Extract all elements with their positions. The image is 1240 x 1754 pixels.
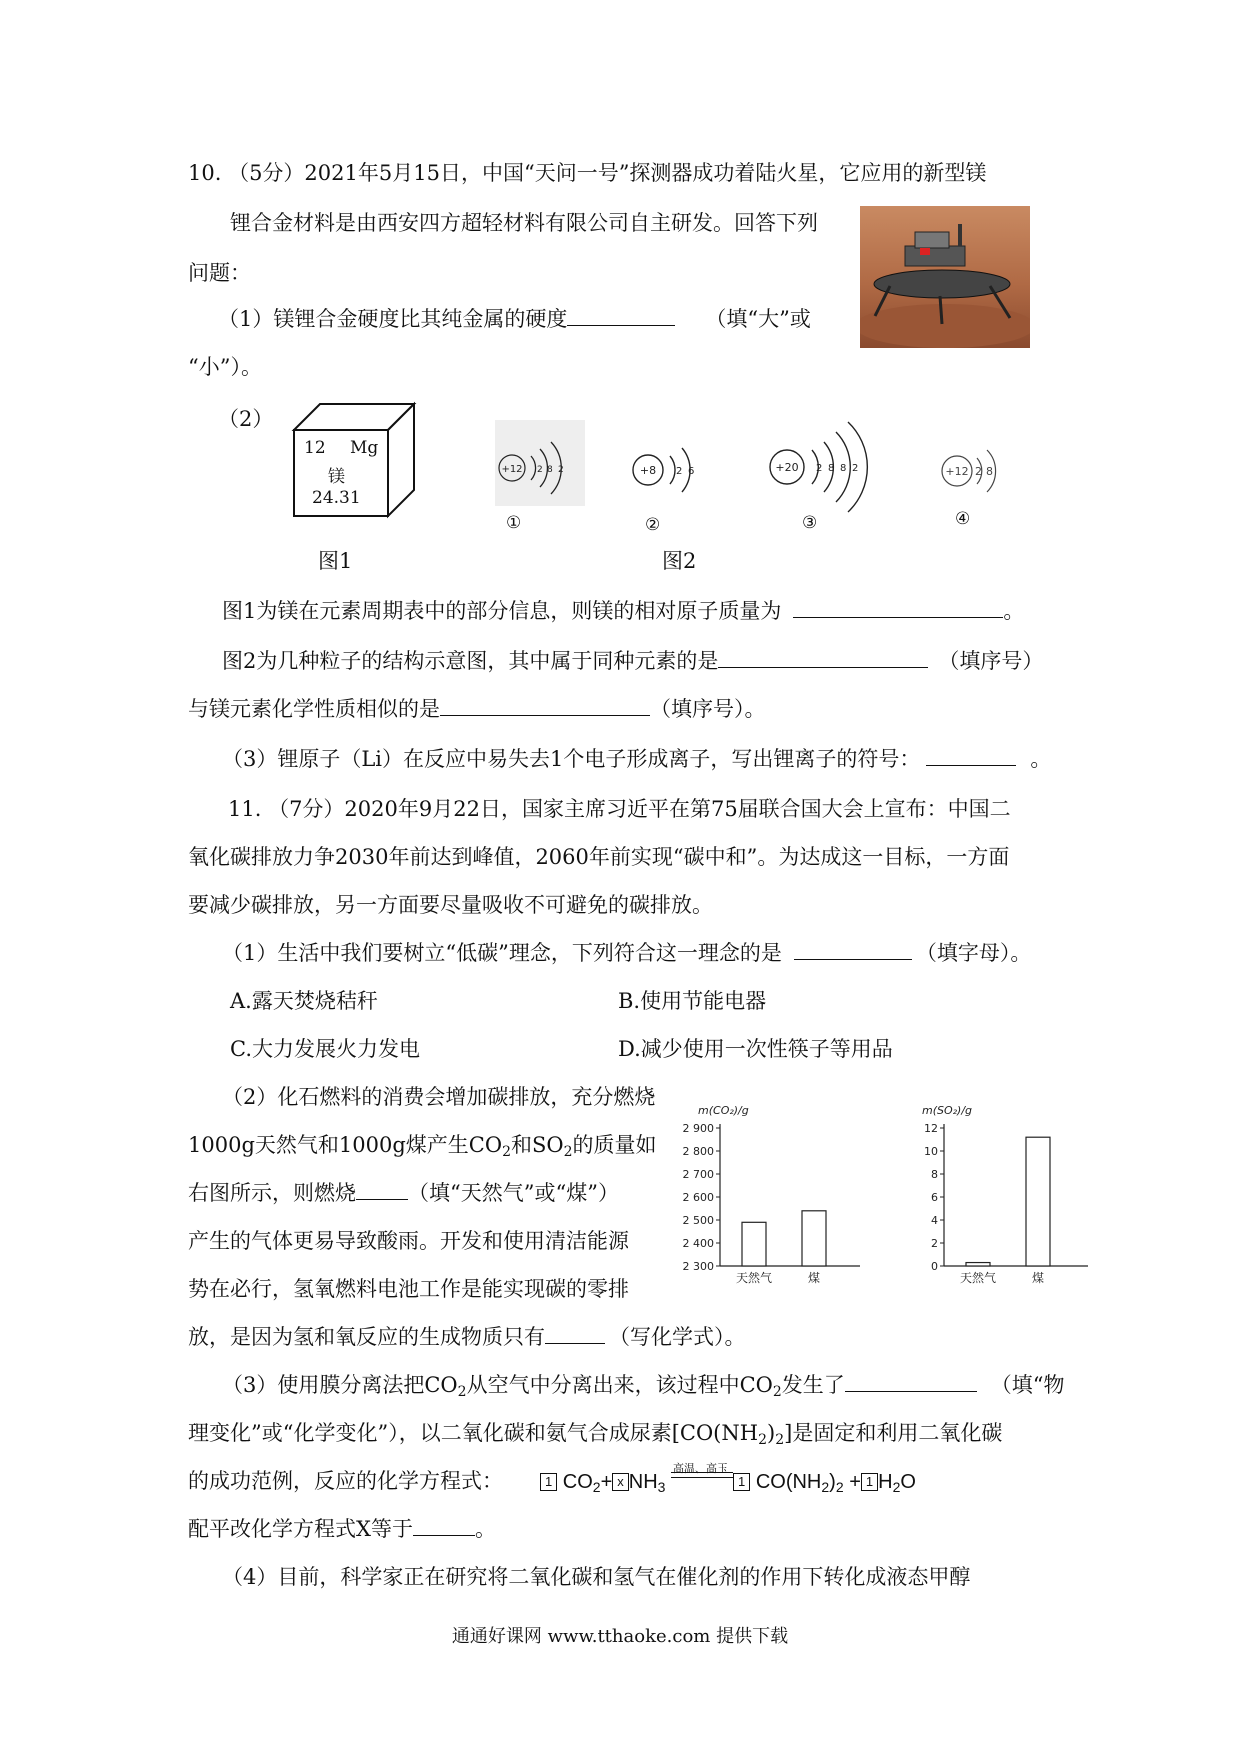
y-tick-label: 0 [931, 1260, 938, 1273]
q11-p4-line: （4）目前，科学家正在研究将二氧化碳和氢气在催化剂的作用下转化成液态甲醇 [222, 1565, 971, 1589]
q10-p1-end: “小”）。 [188, 355, 262, 379]
shell-count: 2 [852, 463, 859, 474]
shell-count: 8 [986, 465, 993, 478]
q11-p3-line3 [188, 1466, 503, 1496]
chemical-equation [540, 1462, 916, 1502]
option-a: A.露天焚烧秸秆 [230, 989, 378, 1013]
answer-blank[interactable] [440, 695, 650, 716]
y-axis-title: m(CO₂)/g [698, 1106, 749, 1117]
q11-p2-line1: （2）化石燃料的消费会增加碳排放，充分燃烧 [222, 1085, 656, 1109]
shell-count: 8 [828, 463, 835, 474]
co2-formula: CO [562, 1471, 593, 1493]
y-tick-label: 2 700 [682, 1168, 714, 1181]
q10-p2-hint: （填序号）。 [650, 697, 766, 721]
subscript: 2 [821, 1479, 830, 1495]
q10-p2-text: 与镁元素化学性质相似的是 [188, 697, 440, 721]
reaction-condition: 高温、高玉 [673, 1462, 729, 1475]
y-tick-label: 2 900 [682, 1122, 714, 1135]
q11-p2-line4: 产生的气体更易导致酸雨。开发和使用清洁能源 [188, 1229, 629, 1253]
q11-line3: 要减少碳排放，另一方面要尽量吸收不可避免的碳排放。 [188, 893, 713, 917]
urea-formula: ) [829, 1471, 836, 1493]
subscript: 2 [592, 1479, 601, 1495]
subscript: 2 [775, 1432, 785, 1448]
option-c: C.大力发展火力发电 [230, 1037, 420, 1061]
shell-count: 2 [558, 465, 564, 475]
q10-p2-line3 [188, 694, 766, 724]
subscript: 2 [835, 1479, 844, 1495]
y-tick-label: 2 800 [682, 1145, 714, 1158]
shell-count: 2 [537, 465, 543, 475]
x-tick-label: 煤 [1031, 1271, 1045, 1285]
q11-p3-line2 [188, 1418, 1002, 1455]
q11-p3-text: 理变化”或“化学变化”），以二氧化碳和氨气合成尿素[CO(NH [188, 1421, 759, 1445]
shell-count: 2 [676, 466, 683, 477]
answer-blank[interactable] [545, 1323, 605, 1344]
y-tick-label: 2 300 [682, 1260, 714, 1273]
particle-label-3: ③ [802, 513, 818, 533]
q11-p2-line2 [188, 1130, 657, 1167]
atomic-number: 12 [304, 438, 326, 458]
coefficient-box[interactable]: 1 [861, 1473, 878, 1491]
q11-line2: 氧化碳排放力争2030年前达到峰值，2060年前实现“碳中和”。为达成这一目标，一方面 [188, 845, 1010, 869]
figure-2-caption: 图2 [662, 549, 697, 573]
particle-diagram-2 [626, 432, 716, 512]
particle-diagram-3 [760, 412, 890, 522]
coefficient-box[interactable]: x [612, 1473, 629, 1491]
punct: 。 [1030, 747, 1052, 771]
q10-p2-hint: （填序号） [938, 649, 1044, 673]
q11-p1-line [222, 938, 1031, 968]
element-name: 镁 [328, 467, 345, 487]
x-tick-label: 天然气 [735, 1271, 773, 1285]
y-tick-label: 10 [924, 1145, 938, 1158]
nucleus-label: +12 [945, 465, 969, 478]
q10-p2-text: 图1为镁在元素周期表中的部分信息，则镁的相对原子质量为 [222, 599, 782, 623]
q11-p2-line6 [188, 1322, 746, 1352]
q11-line1: 11. （7分）2020年9月22日，国家主席习近平在第75届联合国大会上宣布：中国二 [228, 797, 1011, 821]
particle-diagram-1 [495, 425, 585, 505]
subscript: 2 [457, 1384, 467, 1400]
q11-p3-hint: （填“物 [990, 1373, 1065, 1397]
nh3-formula: NH [628, 1471, 658, 1493]
q10-p2-label: （2） [218, 407, 274, 431]
bar-natural-gas [742, 1222, 766, 1266]
q10-p2-line2 [222, 646, 1043, 676]
particle-label-4: ④ [955, 509, 971, 529]
coefficient-box[interactable]: 1 [540, 1473, 557, 1491]
h2o-formula: O [900, 1471, 916, 1493]
mars-rover-photo [860, 206, 1030, 348]
q11-p1-text: （1）生活中我们要树立“低碳”理念，下列符合这一理念的是 [222, 941, 782, 965]
q11-p2-text: 1000g天然气和1000g煤产生CO [188, 1133, 503, 1157]
coefficient-box[interactable]: 1 [733, 1473, 750, 1491]
subscript: 2 [758, 1432, 767, 1448]
y-tick-label: 2 400 [682, 1237, 714, 1250]
x-tick-label: 天然气 [959, 1271, 997, 1285]
q10-line1: 10. （5分）2021年5月15日，中国“天问一号”探测器成功着陆火星，它应用的新型镁 [188, 161, 987, 185]
urea-formula: CO(NH [755, 1471, 822, 1493]
q11-p3-text: 配平改化学方程式X等于 [188, 1517, 413, 1541]
q11-p3-text: 发生了 [781, 1373, 845, 1397]
q11-p2-text: 和SO [510, 1133, 564, 1157]
q11-p2-line5: 势在必行，氢氧燃料电池工作是能实现碳的零排 [188, 1277, 629, 1301]
reaction-arrow [671, 1462, 733, 1486]
answer-blank[interactable] [845, 1371, 977, 1392]
punct: 。 [1003, 599, 1025, 623]
y-tick-label: 6 [931, 1191, 938, 1204]
option-b: B.使用节能电器 [618, 989, 767, 1013]
q10-p2-line1 [222, 596, 1024, 626]
shell-count: 8 [547, 465, 553, 475]
q10-p1-line [218, 304, 811, 334]
answer-blank[interactable] [718, 647, 928, 668]
particle-label-2: ② [645, 515, 661, 535]
element-symbol: Mg [350, 438, 379, 458]
shell-count: 2 [975, 465, 982, 478]
y-tick-label: 2 [931, 1237, 938, 1250]
q11-p3-text: 从空气中分离出来，该过程中CO [466, 1373, 773, 1397]
plus-sign: + [600, 1471, 613, 1493]
q10-p3-line [222, 744, 1051, 774]
q11-p3-line4 [188, 1514, 496, 1544]
nucleus-label: +20 [775, 461, 799, 474]
plus-sign: + [849, 1471, 861, 1493]
q11-p3-text: 的成功范例，反应的化学方程式： [188, 1469, 503, 1493]
particle-label-1: ① [506, 513, 522, 533]
q11-p3-text: ) [767, 1421, 776, 1445]
punct: 。 [474, 1517, 496, 1541]
subscript: 2 [502, 1144, 511, 1160]
answer-blank[interactable] [567, 305, 675, 326]
subscript: 2 [892, 1479, 901, 1495]
q11-p2-text: 放，是因为氢和氧反应的生成物质只有 [188, 1325, 545, 1349]
figure-1-caption: 图1 [318, 549, 353, 573]
atomic-mass: 24.31 [312, 488, 361, 508]
q11-p3-text: （3）使用膜分离法把CO [222, 1373, 458, 1397]
q11-p2-line3 [188, 1178, 619, 1208]
y-axis-title: m(SO₂)/g [922, 1106, 973, 1117]
q11-p2-hint: （写化学式）。 [609, 1325, 746, 1349]
q11-p1-hint: （填字母）。 [915, 941, 1032, 965]
subscript: 2 [772, 1384, 782, 1400]
answer-blank[interactable] [413, 1515, 475, 1536]
subscript: 3 [657, 1479, 666, 1495]
q10-p2-text: 图2为几种粒子的结构示意图，其中属于同种元素的是 [222, 649, 719, 673]
q11-p2-hint: （填“天然气”或“煤”） [408, 1181, 619, 1205]
q10-line2: 锂合金材料是由西安四方超轻材料有限公司自主研发。回答下列 [230, 211, 818, 235]
q10-line3: 问题： [188, 261, 251, 285]
y-tick-label: 2 500 [682, 1214, 714, 1227]
bar-coal [802, 1211, 826, 1266]
q10-p3-text: （3）锂原子（Li）在反应中易失去1个电子形成离子，写出锂离子的符号： [222, 747, 921, 771]
q11-p2-text: 的质量如 [572, 1133, 657, 1157]
y-tick-label: 2 600 [682, 1191, 714, 1204]
y-tick-label: 8 [931, 1168, 938, 1181]
bar-natural-gas [966, 1263, 990, 1266]
shell-count: 2 [816, 463, 823, 474]
shell-count: 8 [840, 463, 847, 474]
answer-blank[interactable] [926, 745, 1016, 766]
so2-bar-chart [902, 1106, 1092, 1286]
nucleus-label: +12 [501, 464, 523, 475]
q11-p2-text: 右图所示，则燃烧 [188, 1181, 356, 1205]
page-footer: 通通好课网 www.tthaoke.com 提供下载 [451, 1626, 789, 1647]
co2-bar-chart [668, 1106, 868, 1286]
particle-diagram-4 [935, 436, 1015, 506]
periodic-cell-figure [290, 400, 420, 520]
answer-blank[interactable] [793, 597, 1003, 618]
y-tick-label: 4 [931, 1214, 938, 1227]
subscript: 2 [563, 1144, 573, 1160]
q11-p3-line1 [222, 1370, 1065, 1407]
shell-count: 6 [688, 466, 695, 477]
h2o-formula: H [878, 1471, 893, 1493]
bar-coal [1026, 1137, 1050, 1266]
answer-blank[interactable] [356, 1179, 408, 1200]
q10-p1-text: （1）镁锂合金硬度比其纯金属的硬度 [218, 307, 568, 331]
q10-p1-hint: （填“大”或 [705, 307, 811, 331]
option-d: D.减少使用一次性筷子等用品 [618, 1037, 893, 1061]
x-tick-label: 煤 [807, 1271, 821, 1285]
answer-blank[interactable] [794, 939, 912, 960]
nucleus-label: +8 [639, 464, 657, 477]
q11-p3-text: ]是固定和利用二氧化碳 [784, 1421, 1003, 1445]
y-tick-label: 12 [924, 1122, 938, 1135]
